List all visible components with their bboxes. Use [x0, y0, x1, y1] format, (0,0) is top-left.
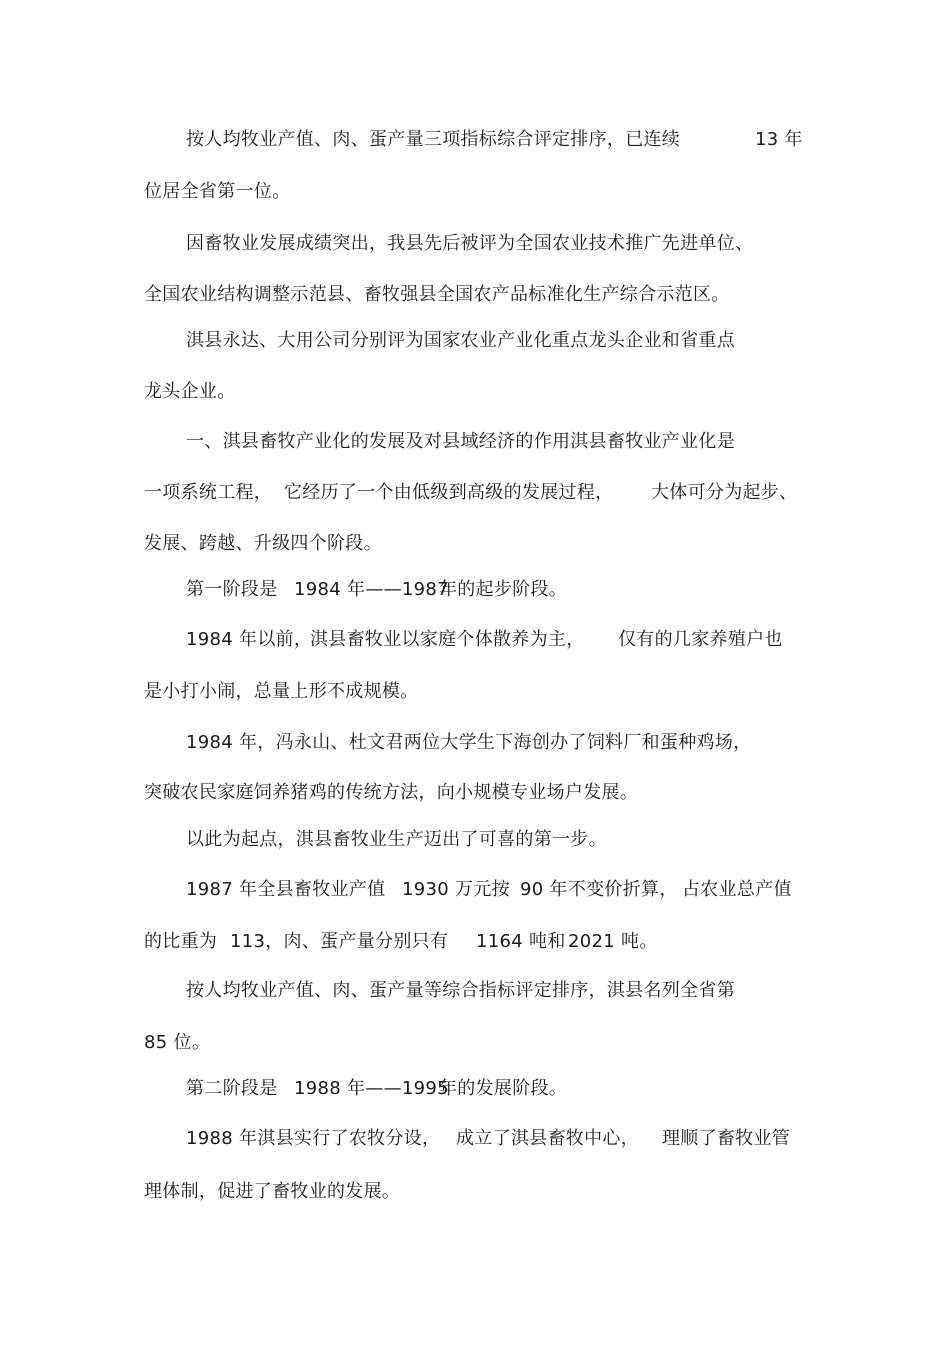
- text-line: [186, 329, 735, 353]
- text-line: [186, 232, 753, 256]
- text-segment: 理体制，促进了畜牧业的发展。: [144, 1181, 401, 1202]
- text-line: [144, 532, 382, 556]
- text-segment: 按人均牧业产值、肉、蛋产量等综合指标评定排序，淇县名列全省第: [186, 980, 735, 1001]
- text-segment: 1984 年——1987: [294, 579, 449, 600]
- text-line: [186, 128, 680, 152]
- text-line: [186, 731, 751, 755]
- text-segment: 淇县畜牧业以家庭个体散养为主，: [310, 629, 585, 650]
- text-line: [186, 828, 607, 852]
- text-segment: 因畜牧业发展成绩突出，我县先后被评为全国农业技术推广先进单位、: [186, 233, 754, 254]
- text-segment: 一、淇县畜牧产业化的发展及对县域经济的作用淇县畜牧业产业化是: [186, 431, 735, 452]
- text-segment: 的比重为: [144, 931, 218, 952]
- text-line: [186, 979, 735, 1003]
- text-line: [144, 1180, 400, 1204]
- text-segment: 以此为起点，淇县畜牧业生产迈出了可喜的第一步。: [186, 829, 607, 850]
- text-segment: 全国农业结构调整示范县、畜牧强县全国农产品标准化生产综合示范区。: [144, 284, 730, 305]
- text-line: [186, 430, 735, 454]
- text-segment: 理顺了畜牧业管: [662, 1128, 791, 1149]
- text-line: [755, 128, 803, 152]
- text-segment: 发展、跨越、升级四个阶段。: [144, 533, 382, 554]
- text-segment: 1987 年全县畜牧业产值: [186, 879, 386, 900]
- text-segment: 它经历了一个由低级到高级的发展过程，: [284, 482, 614, 503]
- text-segment: 13 年: [755, 129, 803, 150]
- text-line: [144, 380, 236, 404]
- text-segment: 占农业总产值: [682, 879, 792, 900]
- text-segment: 1988 年淇县实行了农牧分设，: [186, 1128, 441, 1149]
- text-segment: 年的起步阶段。: [439, 579, 568, 600]
- text-segment: 是小打小闹，总量上形不成规模。: [144, 681, 419, 702]
- text-line: [144, 1031, 210, 1055]
- text-segment: 成立了淇县畜牧中心，: [456, 1128, 639, 1149]
- text-line: [144, 781, 638, 805]
- text-segment: 龙头企业。: [144, 381, 236, 402]
- text-segment: 位居全省第一位。: [144, 181, 291, 202]
- text-segment: 1988 年——1995: [294, 1078, 449, 1099]
- text-segment: 按人均牧业产值、肉、蛋产量三项指标综合评定排序，已连续: [186, 129, 681, 150]
- text-segment: 1984 年以前，: [186, 629, 313, 650]
- text-segment: 113，肉、蛋产量分别只有: [230, 931, 449, 952]
- text-segment: 1984 年，冯永山、杜文君两位大学生下海创办了饲料厂和蛋种鸡场，: [186, 732, 752, 753]
- text-segment: 突破农民家庭饲养猪鸡的传统方法，向小规模专业场户发展。: [144, 782, 639, 803]
- text-segment: 85 位。: [144, 1032, 211, 1053]
- text-line: [144, 180, 290, 204]
- text-segment: 仅有的几家养殖户也: [618, 629, 783, 650]
- text-segment: 淇县永达、大用公司分别评为国家农业产业化重点龙头企业和省重点: [186, 330, 735, 351]
- text-segment: 第二阶段是: [186, 1078, 278, 1099]
- text-segment: 2021 吨。: [568, 931, 658, 952]
- text-segment: 90 年不变价折算，: [520, 879, 678, 900]
- text-segment: 1164 吨和: [476, 931, 566, 952]
- text-segment: 1930 万元按: [402, 879, 510, 900]
- text-segment: 一项系统工程，: [144, 482, 273, 503]
- text-segment: 年的发展阶段。: [439, 1078, 568, 1099]
- text-line: [144, 680, 419, 704]
- text-segment: 大体可分为起步、: [651, 482, 798, 503]
- text-segment: 第一阶段是: [186, 579, 278, 600]
- text-line: [144, 283, 730, 307]
